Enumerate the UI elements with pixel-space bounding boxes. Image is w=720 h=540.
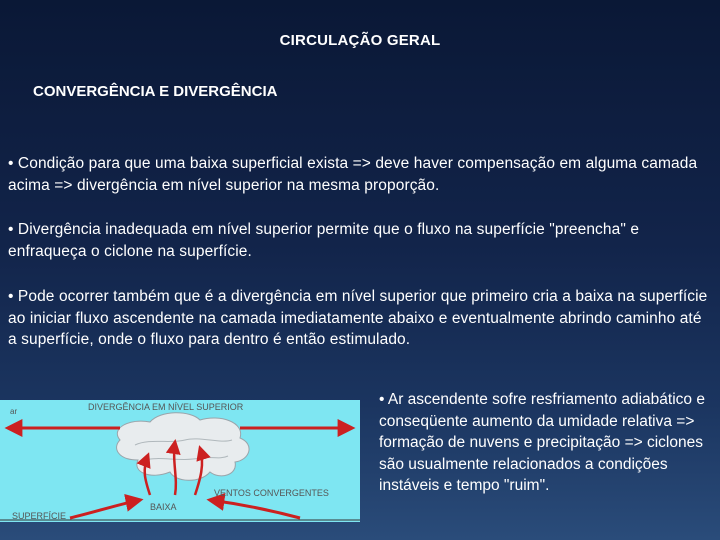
slide-subtitle: CONVERGÊNCIA E DIVERGÊNCIA <box>33 83 278 100</box>
convergence-arrow-right <box>210 500 300 518</box>
label-low: BAIXA <box>150 502 177 512</box>
convergence-divergence-diagram <box>0 400 360 522</box>
cloud-shape <box>117 413 249 481</box>
label-surface: SUPERFÍCIE <box>12 511 67 521</box>
slide-title: CIRCULAÇÃO GERAL <box>279 32 441 49</box>
side-bullet-paragraph: • Ar ascendente sofre resfriamento adiabático e conseqüente aumento da umidade relativa => formação de nuvens e precipitação => ciclones são usualmente relacionados a condições instáveis e tempo "ruim". <box>379 391 705 494</box>
bullet-paragraph-3: • Pode ocorrer também que é a divergência em nível superior que primeiro cria a baixa na superfície ao iniciar fluxo ascendente na camada imediatamente abaixo e eventualmente abrindo caminho até a superfície, onde o fluxo para dentro é então estimulado. <box>8 288 708 348</box>
convergence-arrow-left <box>70 500 140 518</box>
bullet-paragraph-1: • Condição para que uma baixa superficial exista => deve haver compensação em alguma camada acima => divergência em nível superior na mesma proporção. <box>8 155 698 194</box>
bullet-paragraph-2: • Divergência inadequada em nível superior permite que o fluxo na superfície "preencha" e enfraqueça o ciclone na superfície. <box>8 221 640 260</box>
label-convergent-winds: VENTOS CONVERGENTES <box>214 488 329 498</box>
label-corner: ar <box>10 407 18 416</box>
label-upper-divergence: DIVERGÊNCIA EM NÍVEL SUPERIOR <box>88 402 244 412</box>
